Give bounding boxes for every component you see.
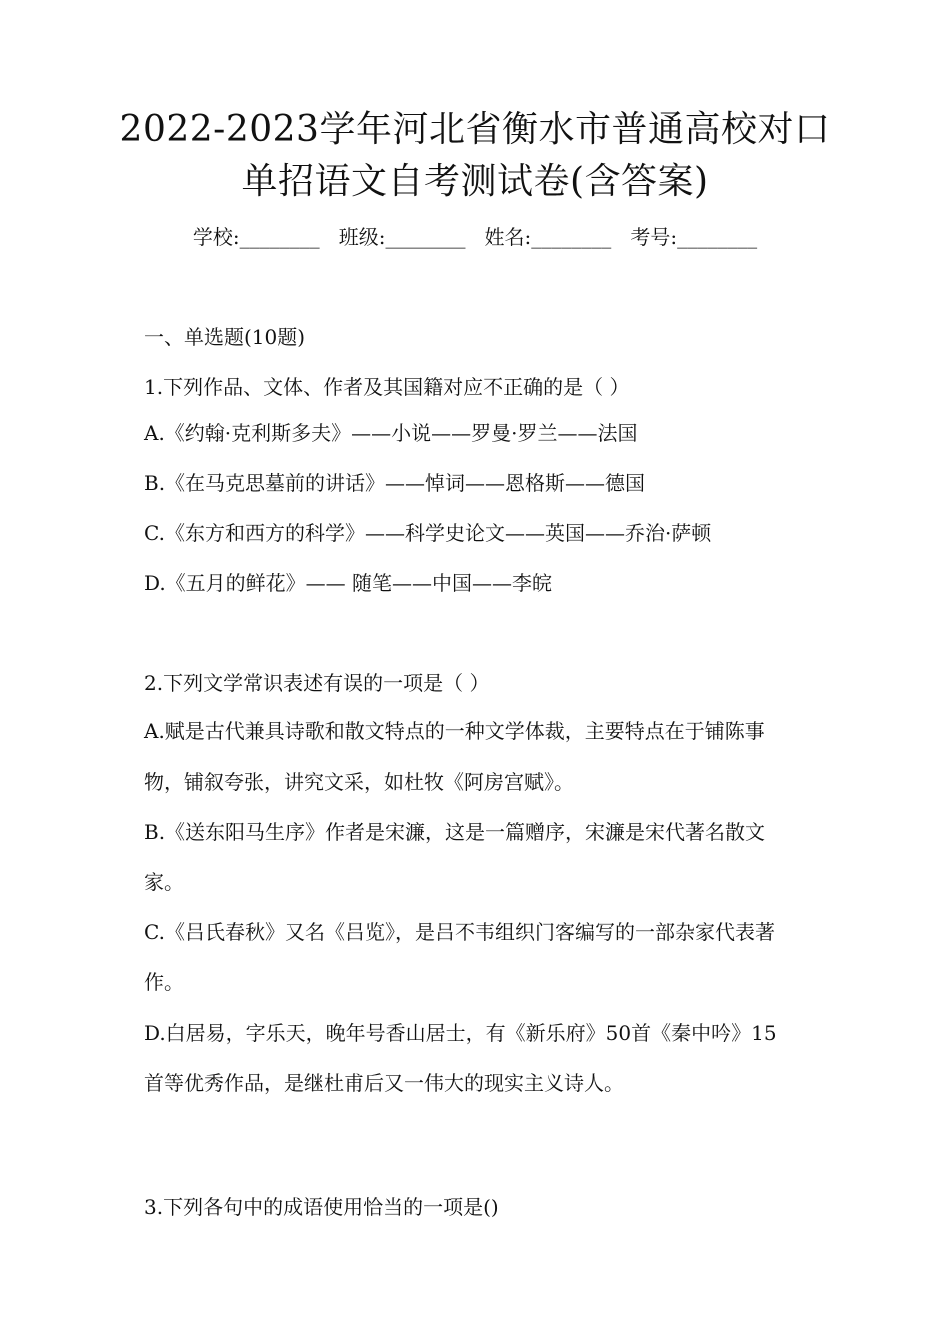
question-2-option-c-line-2: 作。 bbox=[144, 970, 184, 994]
exam-number-field: 考号:________ bbox=[630, 225, 758, 249]
question-2-option-a-line-2: 物，铺叙夸张，讲究文采，如杜牧《阿房宫赋》。 bbox=[144, 770, 574, 794]
exam-title-line-1: 2022-2023学年河北省衡水市普通高校对口 bbox=[119, 109, 831, 150]
name-field: 姓名:________ bbox=[484, 225, 612, 249]
question-1-option-a: A.《约翰·克利斯多夫》——小说——罗曼·罗兰——法国 bbox=[144, 421, 638, 445]
school-field: 学校:________ bbox=[192, 225, 320, 249]
question-1-option-b: B.《在马克思墓前的讲话》——悼词——恩格斯——德国 bbox=[144, 471, 646, 495]
question-2-option-a-line-1: A.赋是古代兼具诗歌和散文特点的一种文学体裁，主要特点在于铺陈事 bbox=[144, 719, 765, 743]
section-heading: 一、单选题(10题) bbox=[144, 325, 306, 349]
question-3-stem: 3.下列各句中的成语使用恰当的一项是() bbox=[144, 1195, 499, 1219]
question-2-option-d-line-2: 首等优秀作品，是继杜甫后又一伟大的现实主义诗人。 bbox=[144, 1071, 624, 1095]
question-1-option-d: D.《五月的鲜花》—— 随笔——中国——李皖 bbox=[144, 571, 553, 595]
question-2-option-b-line-2: 家。 bbox=[144, 870, 184, 894]
question-1-stem: 1.下列作品、文体、作者及其国籍对应不正确的是（ ） bbox=[144, 375, 630, 399]
question-2-option-c-line-1: C.《吕氏春秋》又名《吕览》，是吕不韦组织门客编写的一部杂家代表著 bbox=[144, 920, 775, 944]
student-info-line bbox=[60, 222, 890, 252]
question-2-option-b-line-1: B.《送东阳马生序》作者是宋濂，这是一篇赠序，宋濂是宋代著名散文 bbox=[144, 820, 766, 844]
exam-title-line-2: 单招语文自考测试卷(含答案) bbox=[241, 161, 709, 202]
question-1-option-c: C.《东方和西方的科学》——科学史论文——英国——乔治·萨顿 bbox=[144, 521, 712, 545]
class-field: 班级:________ bbox=[338, 225, 466, 249]
question-2-option-d-line-1: D.白居易，字乐天，晚年号香山居士，有《新乐府》50首《秦中吟》15 bbox=[144, 1021, 777, 1045]
question-2-stem: 2.下列文学常识表述有误的一项是（ ） bbox=[144, 671, 490, 695]
